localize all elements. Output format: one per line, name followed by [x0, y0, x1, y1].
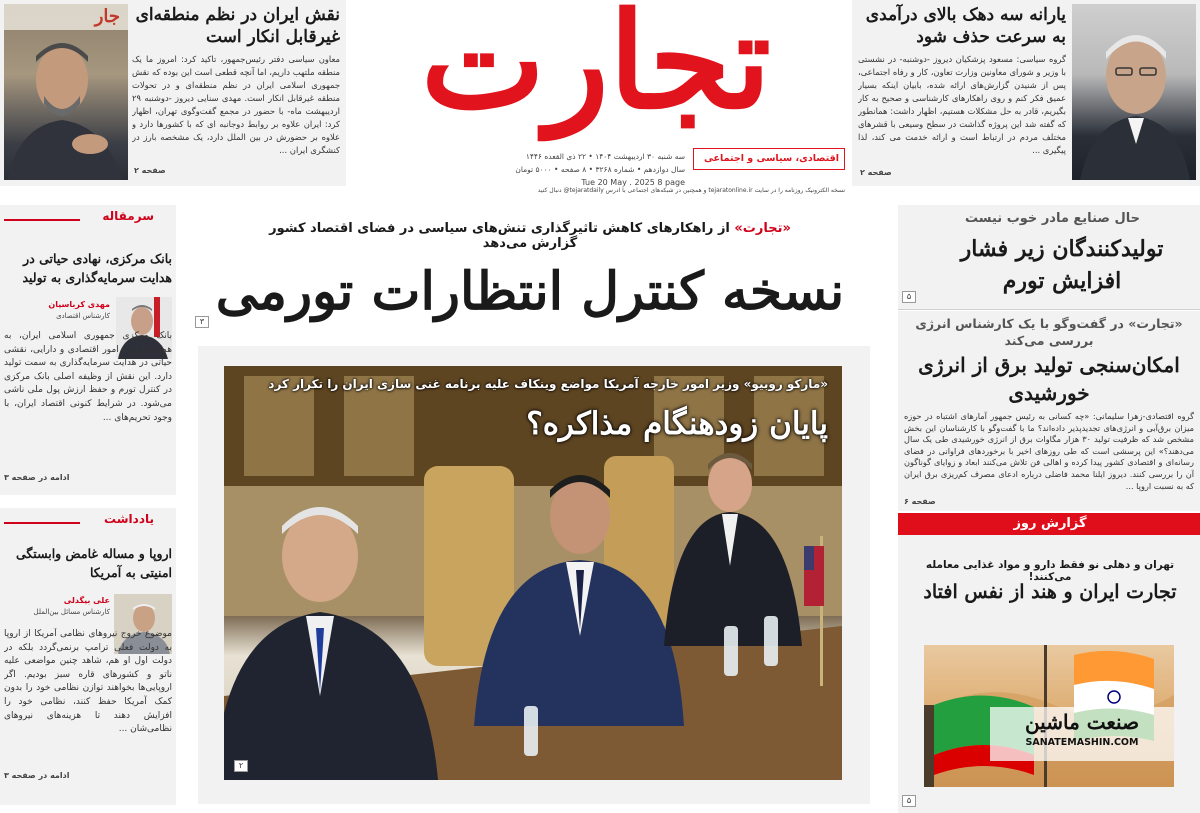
right-story-2-kicker: «تجارت» در گفت‌وگو با یک کارشناس انرژی بررسی می‌کند: [915, 316, 1183, 348]
masthead-tagline: اقتصادی، سیاسی و اجتماعی: [703, 153, 839, 164]
top-left-headline: نقش ایران در نظم منطقه‌ای غیرقابل انکار است: [135, 5, 340, 47]
watermark-en: SANATEMASHIN.COM: [1025, 737, 1139, 748]
photo-kicker: «مارکو روبیو» وزیر امور خارجه آمریکا مواضع وینکاف علیه برنامه غنی سازی ایران را تکرار کرد: [268, 377, 828, 391]
editorial-body: بانک مرکزی جمهوری اسلامی ایران، به همراه وزارت امور اقتصادی و دارایی، نقشی حیاتی در هدایت سرمایه‌گذاری به سمت تولید دارد. این نقش از وظیفه اصلی بانک مرکزی در کنترل تورم و حفظ ارزش پول ملی ناشی می‌شود. در شرایط کنونی اقتصاد ایران، با وجود تحریم‌های ...: [4, 331, 172, 423]
right-story-2-headline: امکان‌سنجی تولید برق از انرژی خورشیدی: [918, 353, 1180, 405]
jar-badge: جار: [4, 4, 128, 30]
masthead-date-en: Tue 20 May . 2025 8 page: [581, 178, 685, 187]
right-story-2-body: گروه اقتصادی-زهرا سلیمانی: «چه کسانی به رئیس جمهور آمارهای اشتباه در حوزه میزان برق‌آبی و انرژی‌های تجدیدپذیر داده‌اند؟ ما با گفت‌وگو با کارشناسان این بخش مشخص شد که ظرفیت تولید ۳۰ هزار مگاوات برق از انرژی خورشیدی طی یک سال می‌دهند؟» این پرسشی است که طی روزهای اخیر با برخوردهای فراوانی در فضای رسانه‌ای و اقتصادی کشور پیدا کرده و اهالی فن تلاش می‌کنند ابعاد و زوایای گوناگون آن را بررسی کنند. دیروز ایلنا محمد فاضلی درباره ادعای مصرف کم‌ریزی برق ایران که به نسبت اروپا ...: [904, 411, 1194, 491]
photo-page-ref: ۲: [234, 760, 248, 772]
masthead: [355, 0, 845, 196]
main-headline[interactable]: نسخه کنترل انتظارات تورمی: [215, 261, 845, 322]
note-rule: [4, 522, 80, 524]
right-story-2[interactable]: [898, 311, 1200, 511]
note-continue: ادامه در صفحه ۳: [4, 771, 70, 780]
report-box[interactable]: [898, 535, 1200, 813]
report-kicker: تهران و دهلی نو فقط دارو و مواد غذایی معامله می‌کنند!: [925, 559, 1175, 583]
watermark-fa: صنعت ماشین: [1024, 710, 1140, 734]
report-headline: تجارت ایران و هند از نفس افتاد: [923, 581, 1177, 603]
main-kicker-brand: «تجارت»: [734, 221, 791, 236]
right-story-1-headline: تولیدکنندگان زیر فشار افزایش تورم: [960, 236, 1164, 294]
right-story-1-kicker: حال صنایع مادر خوب نیست: [965, 211, 1140, 226]
main-kicker: [250, 221, 810, 251]
photo-story[interactable]: [198, 346, 870, 804]
report-label: گزارش روز: [1013, 516, 1087, 531]
iran-india-photo: [924, 645, 1174, 787]
note-headline: اروپا و مساله غامض وابستگی امنیتی به آمریکا: [15, 546, 172, 580]
masthead-issue: سال دوازدهم • شماره ۳۲۶۸ • ۸ صفحه • ۵۰۰۰ تومان: [515, 165, 685, 174]
photo-headline[interactable]: پایان زودهنگام مذاکره؟: [526, 406, 828, 442]
note-box[interactable]: [0, 508, 176, 805]
right-story-1[interactable]: [898, 205, 1200, 309]
top-right-headline: یارانه سه دهک بالای درآمدی به سرعت حذف شود: [865, 5, 1066, 47]
top-left-body: معاون سیاسی دفتر رئیس‌جمهور، تاکید کرد: امروز ما یک منطقه ملتهب داریم، اما آنچه قطعی است این بوده که نقش جمهوری اسلامی ایران در نظم منطقه‌ای و در تحولات منطقه غیرقابل انکار است. مهدی سنایی دیروز -دوشنبه ۲۹ اردیبهشت ماه- با حضور در مجمع گفت‌وگوی تهران، اظهار کرد: ایران علاوه بر روابط دوجانبه ای که با کشورها دارد و علاوه بر حضورش در بین الملل دارد، یک مشخصه بارز در کنشگری ایران ...: [132, 54, 340, 155]
top-right-story[interactable]: [852, 0, 1200, 186]
editorial-headline: بانک مرکزی، نهادی حیاتی در هدایت سرمایه‌گذاری به تولید: [22, 251, 172, 285]
pezeshkian-photo: [1072, 4, 1196, 180]
editorial-rule: [4, 219, 80, 221]
masthead-footer: نسخه الکترونیک روزنامه را در سایت tejaratonline.ir و همچنین در شبکه‌های اجتماعی با آدرس tejaratdaily@ دنبال کنید: [537, 187, 845, 194]
right-column: [898, 205, 1200, 813]
main-page-ref: ۳: [195, 316, 209, 328]
top-right-body: گروه سیاسی: مسعود پزشکیان دیروز -دوشنبه- در نشستی با وزیر و شورای معاونین وزارت تعاون، کار و رفاه اجتماعی، پس از شنیدن گزارش‌های ارائه شده، بابیان اینکه بسیار عمیق فکر کنم و روی راهکارهای کارشناسی و صحیح به کار بگیریم، قادر به حل مشکلات هستیم، اظهار داشت: همانطور که گفته شد این پروژه گذاشت در سطح وسیعی با قشرهای مختلف مردم در ارتباط است و ارائه خدمت می کند، لذا پیگیری ...: [858, 54, 1066, 155]
note-body: موضوع خروج نیروهای نظامی آمریکا از اروپا به دولت فعلی ترامپ برنمی‌گردد بلکه در دولت اول او هم، شاهد چنین مواضعی علیه ناتو و کشورهای قاره سبز بودیم. اگر اروپایی‌ها بخواهند توازن نظامی خود را بدون کمک آمریکا حفظ کنند، نظامی خود را افزایش دهند تا هزینه‌های نیروهای نظامی‌شان ...: [4, 629, 172, 735]
top-right-page-ref: صفحه ۲: [860, 168, 892, 177]
sanaei-photo: [4, 4, 128, 180]
editorial-continue: ادامه در صفحه ۳: [4, 473, 70, 482]
note-author: علی بیگدلی: [63, 596, 110, 605]
editorial-author-role: کارشناس اقتصادی: [56, 312, 110, 320]
note-author-role: کارشناس مسائل بین‌الملل: [33, 608, 110, 616]
right-story-1-page-ref: ۵: [902, 291, 916, 303]
note-label: یادداشت: [104, 512, 154, 526]
editorial-author: مهدی کرباسیان: [48, 300, 110, 309]
editorial-label: سرمقاله: [102, 209, 154, 223]
report-page-ref: ۵: [902, 795, 916, 807]
top-left-story[interactable]: [0, 0, 346, 186]
right-divider-1: [898, 309, 1200, 310]
masthead-logo: تجارت: [420, 0, 772, 139]
main-kicker-text: از راهکارهای کاهش تاثیرگذاری تنش‌های سیاسی در فضای اقتصاد کشور گزارش می‌دهد: [269, 221, 735, 251]
masthead-date: سه شنبه ۳۰ اردیبهشت ۱۴۰۴ • ۲۲ ذی القعده ۱۴۴۶: [525, 152, 685, 161]
right-story-2-page-ref: صفحه ۶: [904, 497, 936, 506]
editorial-box[interactable]: [0, 205, 176, 495]
top-left-page-ref: صفحه ۲: [134, 166, 166, 175]
